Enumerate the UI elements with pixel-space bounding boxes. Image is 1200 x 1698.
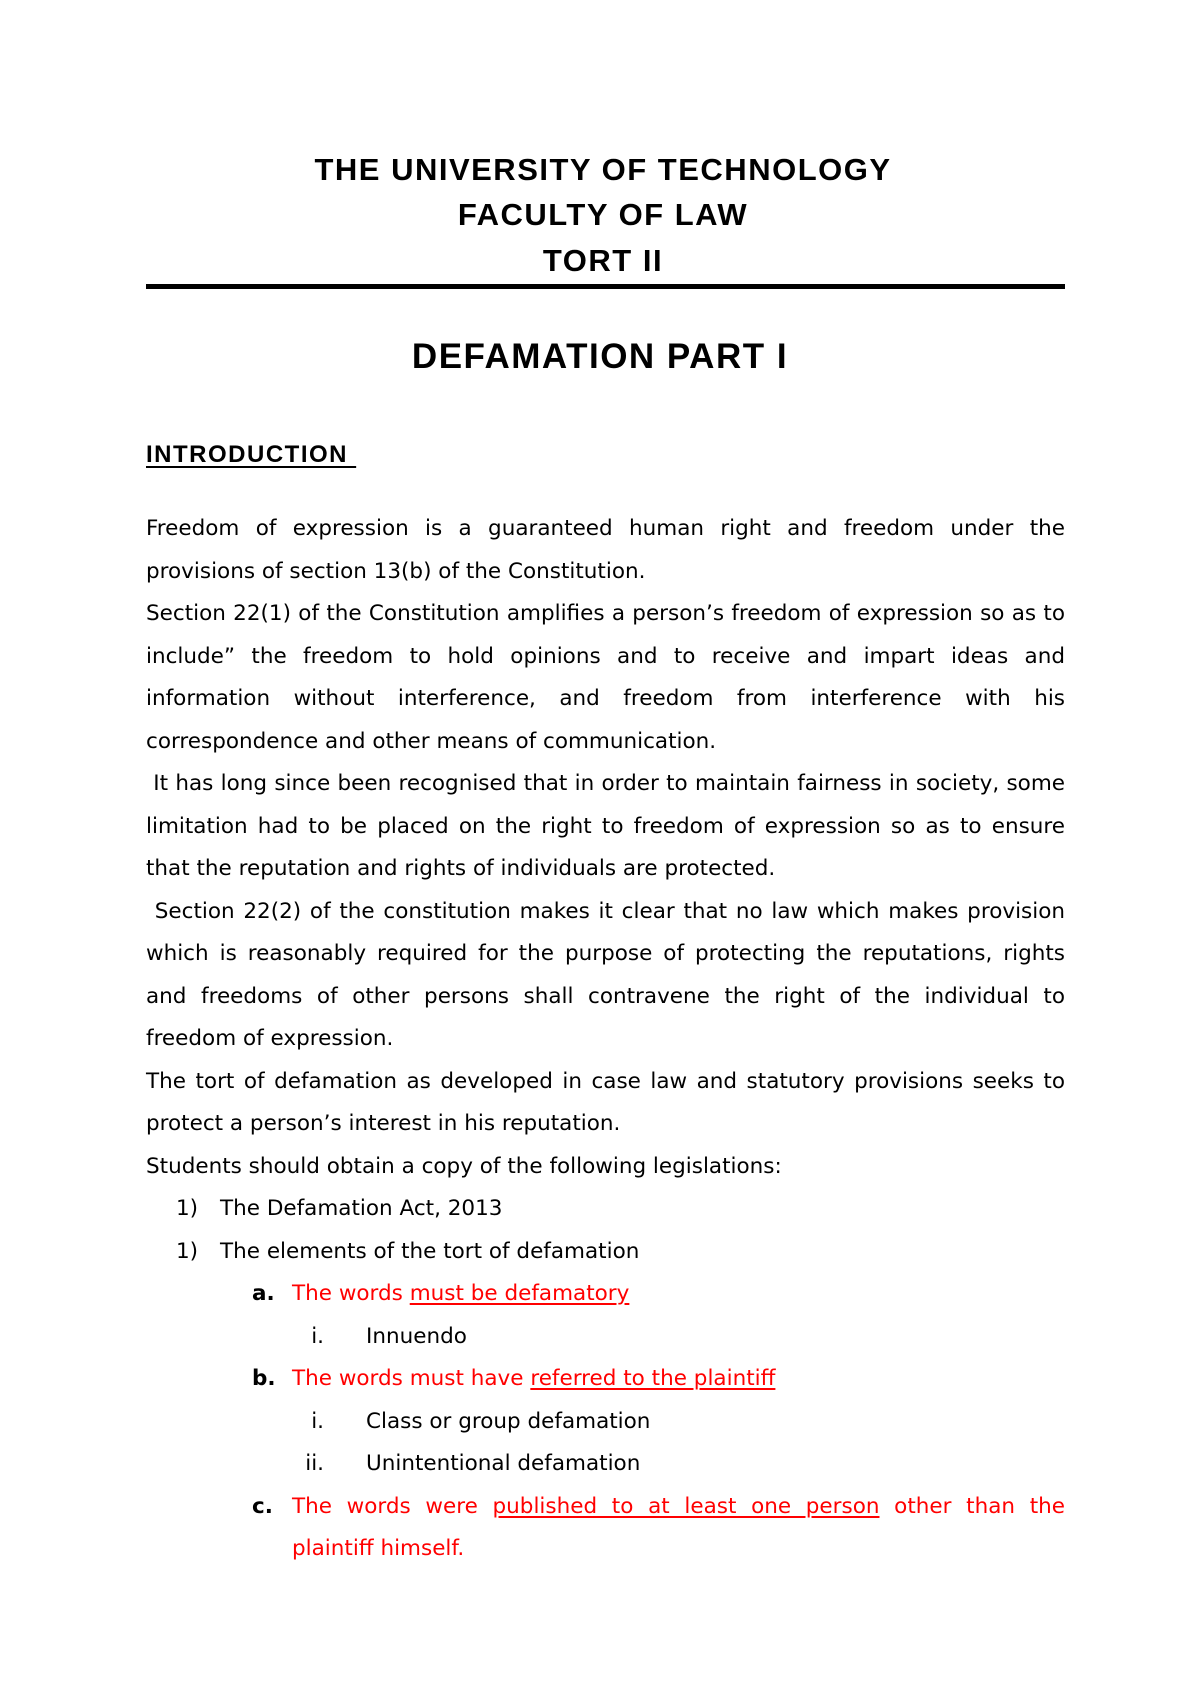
list-marker: b. (252, 1366, 276, 1391)
section-heading: INTRODUCTION (146, 441, 357, 468)
list-item-text: The elements of the tort of defamation (220, 1238, 640, 1264)
legislation-list (146, 1188, 1065, 1571)
paragraph: It has long since been recognised that in order to maintain fairness in society, some limitation had to be placed on the right to freedom of expression so as to ensure that the reputation and rights of individuals are protected. (146, 771, 1072, 881)
list-item (146, 1231, 1065, 1274)
element-b-underlined: referred to the plaintiff (530, 1366, 776, 1391)
header-divider (146, 284, 1065, 289)
element-c-plain: The words were (292, 1493, 493, 1519)
sub-marker: i. (311, 1323, 324, 1349)
document-title: DEFAMATION PART I (411, 337, 789, 376)
element-c-rest: other than the plaintiff himself. (292, 1493, 1065, 1561)
body-text (146, 508, 1072, 1571)
faculty-name: FACULTY OF LAW (457, 197, 749, 232)
element-b-plain: The words must have (292, 1366, 531, 1391)
sub-item-text: Class or group defamation (366, 1408, 651, 1434)
university-name: THE UNIVERSITY OF TECHNOLOGY (314, 152, 892, 187)
paragraph: Freedom of expression is a guaranteed human right and freedom under the provisions of section 13(b) of the Constitution. (146, 516, 1065, 584)
list-marker: 1) (176, 1196, 199, 1221)
list-marker: a. (252, 1281, 275, 1306)
sub-item-text: Innuendo (366, 1323, 467, 1349)
element-a (146, 1273, 1065, 1316)
sub-item-text: Unintentional defamation (366, 1451, 641, 1476)
paragraph: Students should obtain a copy of the following legislations: (146, 1153, 782, 1179)
element-c-text (292, 1486, 1065, 1571)
list-item (146, 1188, 1065, 1231)
element-a-text (292, 1273, 629, 1316)
paragraph: Section 22(1) of the Constitution amplifies a person’s freedom of expression so as to include” the freedom to hold opinions and to receive and impart ideas and information without interference, and freedom from interference with his correspondence and other means of communication. (146, 601, 1065, 754)
sub-marker: ii. (305, 1451, 324, 1476)
element-b-text (292, 1358, 775, 1401)
sub-item (146, 1443, 1065, 1486)
sub-item (146, 1316, 1065, 1359)
element-b (146, 1358, 1065, 1401)
sub-marker: i. (311, 1408, 324, 1434)
course-name: TORT II (542, 243, 664, 278)
list-marker: c. (252, 1493, 273, 1519)
element-a-plain: The words (292, 1281, 410, 1306)
paragraph: The tort of defamation as developed in case law and statutory provisions seeks to protect a person’s interest in his reputation. (146, 1068, 1065, 1136)
list-item-text: The Defamation Act, 2013 (220, 1196, 503, 1221)
list-marker: 1) (176, 1238, 199, 1264)
element-c-underlined: published to at least one person (492, 1493, 880, 1519)
paragraph: Section 22(2) of the constitution makes it clear that no law which makes provision which is reasonably required for the purpose of protecting the reputations, rights and freedoms of other persons shall contravene the right of the individual to freedom of expression. (146, 898, 1072, 1051)
element-c (146, 1486, 1065, 1571)
element-a-underlined: must be defamatory (409, 1281, 630, 1306)
sub-item (146, 1401, 1065, 1444)
